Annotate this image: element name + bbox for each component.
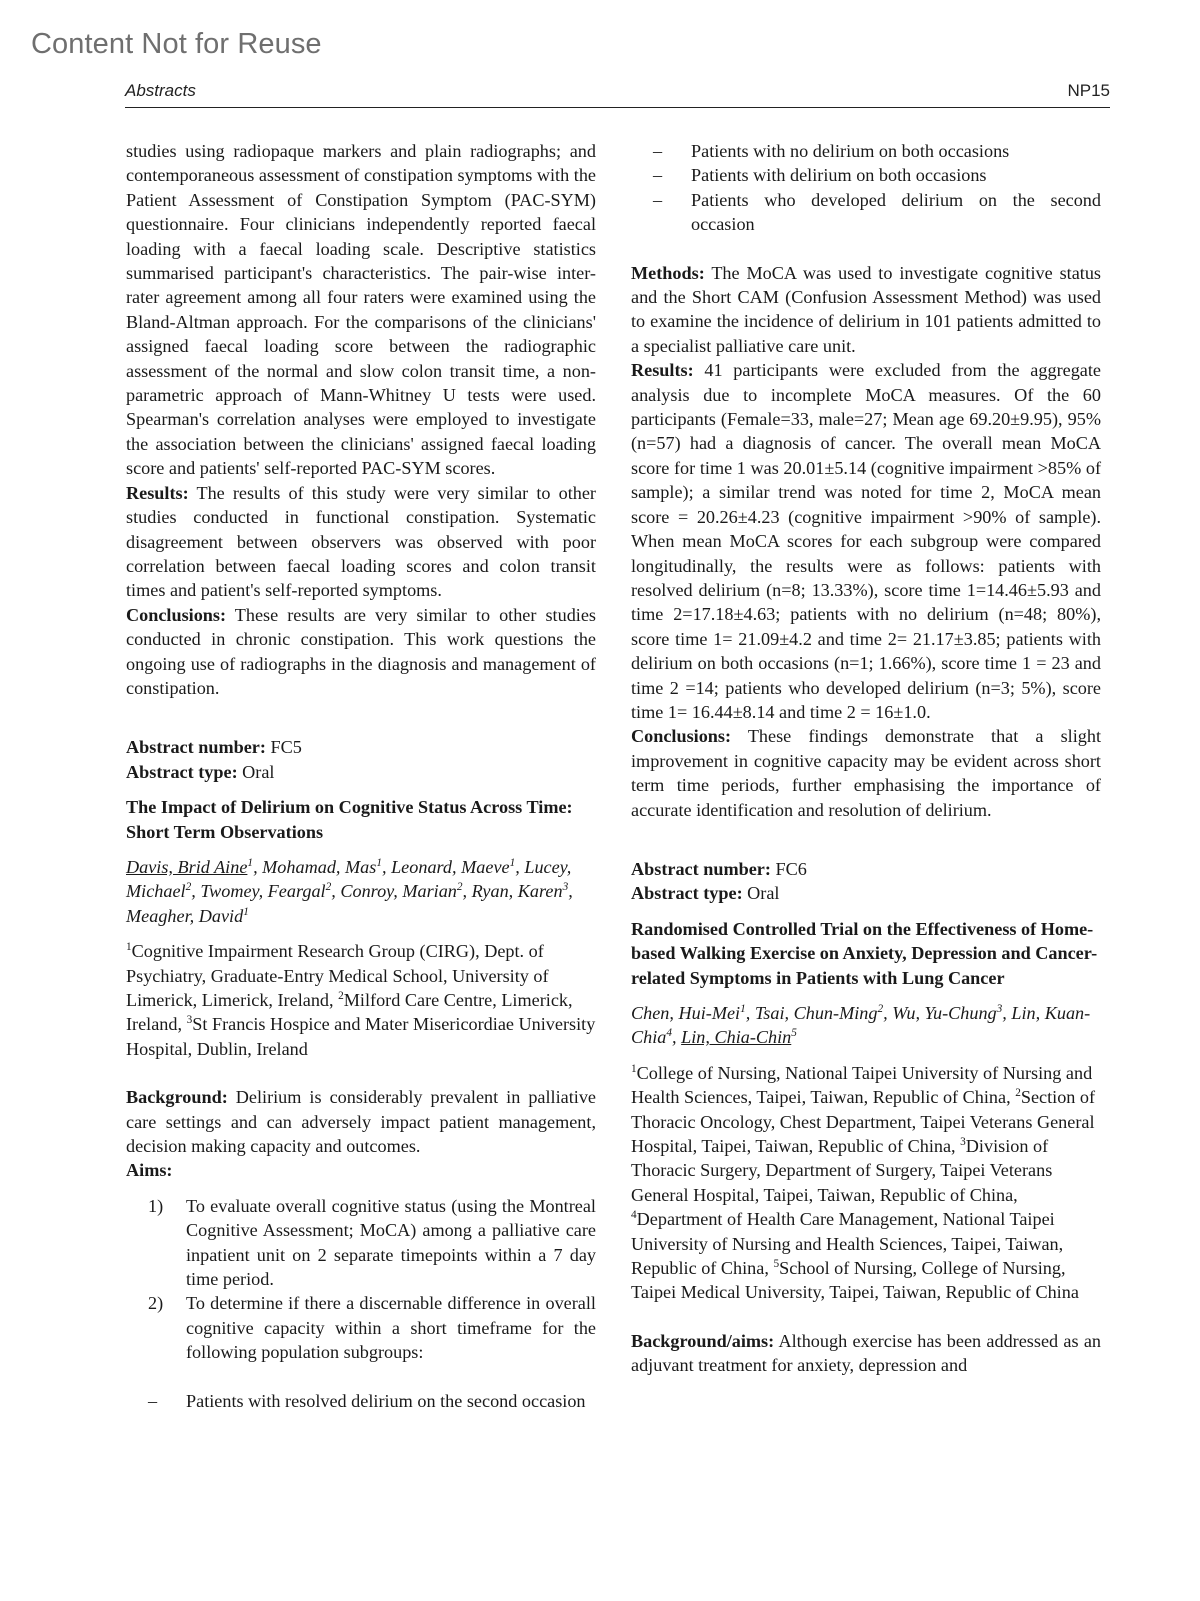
methods-label: Methods:: [631, 262, 705, 283]
author-separator: ,: [672, 1027, 682, 1048]
background-label: Background/aims:: [631, 1330, 775, 1351]
watermark-text: Content Not for Reuse: [31, 28, 322, 60]
affiliation-list: [631, 1061, 1101, 1305]
affiliation-marker: 5: [773, 1258, 780, 1271]
results-paragraph: [631, 358, 1101, 724]
affiliation-text: College of Nursing, National Taipei University of Nursing and Health Sciences, Taipei, Taiwan, Republic of China,: [631, 1062, 1093, 1108]
conclusions-label: Conclusions:: [631, 726, 732, 747]
abstract-number-line: [631, 857, 1101, 881]
subgroup-item: [631, 188, 1101, 237]
affiliation-text: St Francis Hospice and Mater Misericordiae University Hospital, Dublin, Ireland: [126, 1014, 596, 1059]
affiliation-text: Cognitive Impairment Research Group (CIRG), Dept. of Psychiatry, Graduate-Entry Medical School, University of Limerick, Limerick, Ireland,: [126, 941, 549, 1010]
affiliation-text: Department of Health Care Management, National Taipei University of Nursing and Health Sciences, Taipei, Taiwan, Republic of China,: [631, 1209, 1064, 1279]
abstract-type-value: Oral: [237, 761, 275, 782]
author-name: Lin, Kuan-Chia: [631, 1003, 1091, 1048]
author-name: Lin, Chia-Chin: [681, 1027, 792, 1048]
author-separator: ,: [331, 881, 341, 902]
author-separator: ,: [515, 856, 525, 877]
author-affiliation-marker: 3: [562, 881, 569, 894]
subgroup-text: Patients with delirium on both occasions: [691, 165, 987, 186]
author-affiliation-marker: 1: [740, 1003, 746, 1016]
author-separator: ,: [745, 1003, 755, 1023]
affiliation-list: [126, 939, 596, 1061]
aim-item: [126, 1291, 596, 1364]
abstract-number-label: Abstract number:: [631, 858, 771, 879]
affiliation-marker: 2: [338, 990, 344, 1003]
page-number: NP15: [1067, 81, 1110, 100]
author-affiliation-marker: 5: [791, 1027, 797, 1040]
subgroup-dash: –: [653, 141, 663, 161]
author-affiliation-marker: 1: [243, 906, 249, 919]
subgroup-dash: –: [148, 1390, 158, 1411]
author-name: Lucey, Michael: [126, 856, 572, 902]
subgroup-item: [631, 163, 1101, 187]
aim-number: 2): [148, 1293, 164, 1314]
affiliation-text: Milford Care Centre, Limerick, Ireland,: [126, 990, 573, 1035]
conclusions-paragraph: [631, 724, 1101, 822]
methods-paragraph: [631, 261, 1101, 359]
background-text: Delirium is considerably prevalent in palliative care settings and can adversely impact patient management, decision making capacity and outcomes.: [126, 1087, 596, 1157]
subgroup-text: Patients with resolved delirium on the second occasion: [186, 1390, 586, 1411]
aims-label: Aims:: [126, 1160, 173, 1181]
results-label: Results:: [631, 360, 694, 381]
author-separator: ,: [883, 1003, 893, 1023]
conclusions-text: These results are very similar to other studies conducted in chronic constipation. This work questions the ongoing use of radiographs in the diagnosis and management of constipation.: [126, 604, 596, 698]
author-name: Davis, Brid Aine: [126, 856, 248, 877]
methods-continuation: studies using radiopaque markers and plain radiographs; and contemporaneous assessment of constipation symptoms with the Patient Assessment of Constipation Symptom (PAC-SYM) questionnaire. Four clinicians independently reported faecal loading with a faecal loading scale. Descriptive statistics summarised participant's characteristics. The pair-wise inter-rater agreement among all four raters were examined using the Bland-Altman approach. For the comparisons of the clinicians' assigned faecal loading score between the radiographic assessment of the normal and slow colon transit time, a non-parametric approach of Mann-Whitney U tests were used. Spearman's correlation analyses were employed to investigate the association between the clinicians' assigned faecal loading score and patients' self-reported PAC-SYM scores.: [126, 141, 596, 479]
author-affiliation-marker: 1: [247, 857, 254, 870]
conclusions-paragraph: [126, 603, 596, 701]
affiliation-marker: 3: [960, 1136, 966, 1149]
conclusions-label: Conclusions:: [126, 604, 227, 625]
abstract-number-line: [126, 735, 596, 759]
subgroup-dash: –: [653, 189, 663, 210]
abstract-number-value: FC6: [770, 858, 807, 879]
abstract-title: Randomised Controlled Trial on the Effectiveness of Home-based Walking Exercise on Anxiety, Depression and Cancer-related Symptoms in Patients with Lung Cancer: [631, 918, 1098, 988]
background-text: Although exercise has been addressed as an adjuvant treatment for anxiety, depression and: [631, 1330, 1101, 1376]
affiliation-text: School of Nursing, College of Nursing, Taipei Medical University, Taipei, Taiwan, Republic of China: [631, 1258, 1079, 1303]
author-name: Leonard, Maeve: [391, 856, 510, 877]
author-affiliation-marker: 2: [325, 881, 332, 894]
author-separator: ,: [568, 881, 573, 902]
author-name: Conroy, Marian: [340, 881, 457, 902]
author-affiliation-marker: 2: [185, 881, 192, 894]
subgroup-text: Patients who developed delirium on the second occasion: [691, 189, 1101, 235]
author-list: [126, 855, 596, 928]
left-column: [126, 139, 596, 1413]
affiliation-marker: 4: [631, 1209, 637, 1222]
aim-item: [126, 1194, 596, 1292]
abstract-type-label: Abstract type:: [631, 883, 743, 904]
results-paragraph: [126, 481, 596, 603]
author-affiliation-marker: 2: [456, 881, 463, 894]
author-affiliation-marker: 1: [376, 857, 382, 870]
aim-text: To evaluate overall cognitive status (using the Montreal Cognitive Assessment; MoCA) among a palliative care inpatient unit on 2 separate timepoints within a 7 day time period.: [186, 1195, 596, 1290]
abstract-type-line: [126, 760, 596, 784]
author-separator: ,: [1002, 1003, 1012, 1023]
author-name: Twomey, Feargal: [200, 881, 326, 902]
author-name: Meagher, David: [126, 905, 244, 926]
affiliation-marker: 1: [631, 1063, 637, 1076]
author-list: [631, 1001, 1101, 1050]
abstract-number-label: Abstract number:: [126, 737, 266, 758]
affiliation-marker: 3: [186, 1014, 193, 1027]
subgroup-item: [631, 139, 1101, 163]
journal-section-label: Abstracts: [125, 81, 196, 100]
affiliation-text: Division of Thoracic Surgery, Department of Surgery, Taipei Veterans General Hospital, Taipei, Taiwan, Republic of China,: [631, 1136, 1053, 1205]
author-separator: ,: [462, 881, 472, 902]
results-text: The results of this study were very similar to other studies conducted in functional constipation. Systematic disagreement between observers was observed with poor correlation between faecal loading scores and colon transit times and patient's self-reported symptoms.: [126, 482, 596, 601]
abstract-type-line: [631, 881, 1101, 905]
author-affiliation-marker: 3: [996, 1003, 1003, 1016]
author-separator: ,: [253, 856, 263, 877]
author-name: Chen, Hui-Mei: [631, 1003, 741, 1023]
author-affiliation-marker: 1: [509, 857, 516, 870]
author-name: Mohamad, Mas: [262, 856, 377, 877]
conclusions-text: These findings demonstrate that a slight improvement in cognitive capacity may be evident across short term time periods, further emphasising the importance of accurate identification and resolution of delirium.: [631, 726, 1101, 820]
author-name: Wu, Yu-Chung: [892, 1003, 997, 1023]
abstract-title: The Impact of Delirium on Cognitive Status Across Time: Short Term Observations: [126, 797, 573, 842]
author-separator: ,: [381, 856, 392, 877]
background-paragraph: [126, 1085, 596, 1158]
background-label: Background:: [126, 1087, 228, 1108]
author-separator: ,: [191, 881, 201, 902]
aim-number: 1): [148, 1195, 164, 1216]
running-head: [125, 80, 1110, 108]
author-affiliation-marker: 2: [877, 1003, 884, 1016]
results-label: Results:: [126, 482, 189, 503]
abstract-number-value: FC5: [265, 737, 302, 758]
affiliation-text: Section of Thoracic Oncology, Chest Department, Taipei Veterans General Hospital, Taipei, Taiwan, Republic of China,: [631, 1087, 1096, 1157]
aim-text: To determine if there a discernable difference in overall cognitive capacity within a short timeframe for the following population subgroups:: [186, 1293, 596, 1363]
affiliation-marker: 1: [126, 941, 132, 954]
right-column: [631, 139, 1101, 1378]
results-text: 41 participants were excluded from the aggregate analysis due to incomplete MoCA measures. Of the 60 participants (Female=33, male=27; Mean age 69.20±9.95), 95% (n=57) had a diagnosis of cancer. The overall mean MoCA score for time 1 was 20.01±5.14 (cognitive impairment >85% of sample); a similar trend was noted for time 2, MoCA mean score = 20.26±4.23 (cognitive impairment >90% of sample). When mean MoCA scores for each subgroup were compared longitudinally, the results were as follows: patients with resolved delirium (n=8; 13.33%), score time 1=14.46±5.93 and time 2=17.18±4.63; patients with no delirium (n=48; 80%), score time 1= 21.09±4.2 and time 2= 21.17±3.85; patients with delirium on both occasions (n=1; 1.66%), score time 1 = 23 and time 2 =14; patients who developed delirium (n=3; 5%), score time 1= 16.44±8.14 and time 2 = 16±1.0.: [631, 360, 1101, 722]
background-paragraph: [631, 1329, 1101, 1378]
subgroup-text: Patients with no delirium on both occasions: [691, 141, 1010, 161]
methods-text: The MoCA was used to investigate cognitive status and the Short CAM (Confusion Assessment Method) was used to examine the incidence of delirium in 101 patients admitted to a specialist palliative care unit.: [631, 262, 1101, 356]
subgroup-item: [126, 1389, 596, 1413]
abstract-type-label: Abstract type:: [126, 761, 238, 782]
author-name: Ryan, Karen: [471, 881, 563, 902]
subgroup-dash: –: [653, 165, 663, 186]
author-affiliation-marker: 4: [666, 1027, 673, 1040]
abstract-type-value: Oral: [742, 883, 780, 904]
affiliation-marker: 2: [1015, 1087, 1021, 1100]
author-name: Tsai, Chun-Ming: [754, 1003, 878, 1023]
